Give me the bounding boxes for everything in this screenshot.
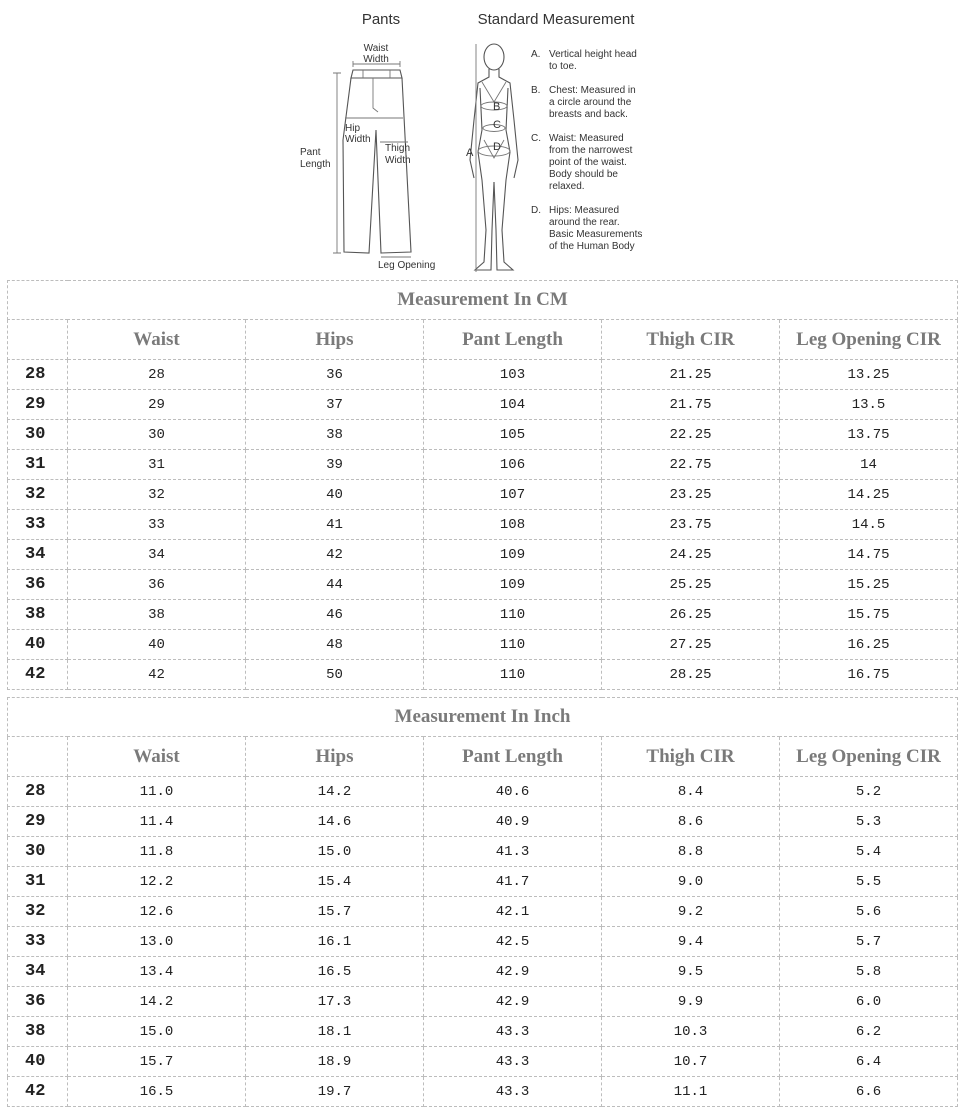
measurement-value: 16.5: [68, 1077, 246, 1107]
waist-width-label-1: Waist: [363, 43, 389, 54]
measurement-value: 5.4: [780, 837, 958, 867]
measurement-value: 21.25: [602, 360, 780, 390]
note-d-line-3: Basic Measurements: [549, 229, 643, 240]
measurement-value: 14: [780, 450, 958, 480]
marker-a: A: [466, 147, 474, 159]
measurement-value: 40: [68, 630, 246, 660]
table-row: [8, 1047, 958, 1077]
thigh-width-label-1: Thigh: [385, 143, 411, 154]
size-label: 38: [8, 1017, 68, 1047]
note-a-letter: A.: [531, 49, 541, 60]
measurement-value: 108: [424, 510, 602, 540]
table-row: [8, 450, 958, 480]
measurement-value: 103: [424, 360, 602, 390]
measurement-value: 26.25: [602, 600, 780, 630]
header-corner: [8, 737, 68, 777]
measurement-value: 42.9: [424, 987, 602, 1017]
measurement-value: 11.8: [68, 837, 246, 867]
note-b-letter: B.: [531, 85, 541, 96]
measurement-value: 14.5: [780, 510, 958, 540]
body-figure: [470, 44, 518, 272]
leg-opening-label: Leg Opening: [378, 260, 436, 271]
size-label: 29: [8, 390, 68, 420]
standard-measurement-heading: Standard Measurement: [477, 11, 635, 28]
measurement-value: 25.25: [602, 570, 780, 600]
size-label: 40: [8, 1047, 68, 1077]
note-c-line-5: relaxed.: [549, 181, 585, 192]
table-row: [8, 360, 958, 390]
measurement-value: 40.9: [424, 807, 602, 837]
measurement-value: 14.2: [68, 987, 246, 1017]
thigh-width-label-2: Width: [385, 155, 411, 166]
size-label: 33: [8, 510, 68, 540]
measurement-value: 23.75: [602, 510, 780, 540]
measurement-value: 38: [246, 420, 424, 450]
measurement-value: 8.8: [602, 837, 780, 867]
measurement-value: 5.5: [780, 867, 958, 897]
size-label: 42: [8, 660, 68, 690]
note-b-line-2: a circle around the: [549, 97, 632, 108]
pant-length-label-1: Pant: [300, 147, 321, 158]
measurement-value: 9.5: [602, 957, 780, 987]
size-label: 32: [8, 897, 68, 927]
size-label: 31: [8, 450, 68, 480]
measurement-value: 104: [424, 390, 602, 420]
measurement-value: 6.0: [780, 987, 958, 1017]
measurement-notes: [531, 49, 642, 252]
measurement-value: 44: [246, 570, 424, 600]
measurement-value: 107: [424, 480, 602, 510]
note-d-line-2: around the rear.: [549, 217, 620, 228]
measurement-value: 13.5: [780, 390, 958, 420]
measurement-value: 15.75: [780, 600, 958, 630]
hip-width-label-1: Hip: [345, 123, 361, 134]
measurement-value: 9.2: [602, 897, 780, 927]
column-header: Hips: [246, 320, 424, 360]
measurement-value: 6.6: [780, 1077, 958, 1107]
measurement-value: 106: [424, 450, 602, 480]
measurement-value: 9.0: [602, 867, 780, 897]
size-label: 33: [8, 927, 68, 957]
size-label: 31: [8, 867, 68, 897]
table-row: [8, 600, 958, 630]
measurement-value: 23.25: [602, 480, 780, 510]
measurement-value: 5.8: [780, 957, 958, 987]
measurement-value: 16.5: [246, 957, 424, 987]
table-row: [8, 987, 958, 1017]
measurement-value: 28.25: [602, 660, 780, 690]
measurement-value: 40.6: [424, 777, 602, 807]
header-corner: [8, 320, 68, 360]
table-row: [8, 570, 958, 600]
measurement-value: 16.1: [246, 927, 424, 957]
measurement-value: 14.25: [780, 480, 958, 510]
column-header: Waist: [68, 320, 246, 360]
measurement-value: 41.3: [424, 837, 602, 867]
pant-length-label-2: Length: [300, 159, 331, 170]
table-row: [8, 510, 958, 540]
measurement-value: 105: [424, 420, 602, 450]
measurement-value: 8.4: [602, 777, 780, 807]
measurement-value: 13.25: [780, 360, 958, 390]
marker-d: D: [493, 141, 501, 153]
measurement-value: 48: [246, 630, 424, 660]
table-row: [8, 660, 958, 690]
measurement-value: 5.3: [780, 807, 958, 837]
note-c-line-2: from the narrowest: [549, 145, 633, 156]
size-label: 34: [8, 540, 68, 570]
measurement-value: 6.2: [780, 1017, 958, 1047]
measurement-value: 29: [68, 390, 246, 420]
measurement-value: 41.7: [424, 867, 602, 897]
column-header: Pant Length: [424, 737, 602, 777]
measurement-value: 18.9: [246, 1047, 424, 1077]
measurement-value: 43.3: [424, 1047, 602, 1077]
measurement-value: 36: [246, 360, 424, 390]
measurement-value: 22.75: [602, 450, 780, 480]
measurement-value: 15.7: [246, 897, 424, 927]
table-row: [8, 1077, 958, 1107]
measurement-value: 16.25: [780, 630, 958, 660]
measurement-value: 5.2: [780, 777, 958, 807]
table-row: [8, 480, 958, 510]
column-header: Thigh CIR: [602, 320, 780, 360]
measurement-value: 15.4: [246, 867, 424, 897]
size-label: 34: [8, 957, 68, 987]
size-label: 40: [8, 630, 68, 660]
note-d-letter: D.: [531, 205, 541, 216]
note-a-line-2: to toe.: [549, 61, 577, 72]
measurement-value: 11.0: [68, 777, 246, 807]
note-c-letter: C.: [531, 133, 541, 144]
measurement-value: 39: [246, 450, 424, 480]
measurement-value: 110: [424, 630, 602, 660]
measurement-value: 15.0: [68, 1017, 246, 1047]
column-header: Pant Length: [424, 320, 602, 360]
measurement-value: 14.6: [246, 807, 424, 837]
note-d-line-4: of the Human Body: [549, 241, 635, 252]
inch-measurement-table: [7, 697, 958, 1107]
marker-b: B: [493, 101, 501, 113]
measurement-value: 43.3: [424, 1017, 602, 1047]
measurement-value: 33: [68, 510, 246, 540]
measurement-value: 43.3: [424, 1077, 602, 1107]
column-header: Waist: [68, 737, 246, 777]
measurement-value: 10.7: [602, 1047, 780, 1077]
cm-measurement-table: [7, 280, 958, 690]
measurement-illustration: [0, 0, 962, 280]
measurement-value: 15.0: [246, 837, 424, 867]
table-row: [8, 390, 958, 420]
hip-width-label-2: Width: [345, 134, 371, 145]
measurement-value: 34: [68, 540, 246, 570]
note-c-line-4: Body should be: [549, 169, 618, 180]
size-label: 42: [8, 1077, 68, 1107]
measurement-value: 38: [68, 600, 246, 630]
table-row: [8, 630, 958, 660]
table-title: Measurement In Inch: [8, 698, 958, 737]
measurement-value: 40: [246, 480, 424, 510]
column-header: Hips: [246, 737, 424, 777]
measurement-value: 13.4: [68, 957, 246, 987]
table-row: [8, 807, 958, 837]
measurement-value: 42.5: [424, 927, 602, 957]
measurement-value: 13.0: [68, 927, 246, 957]
table-row: [8, 957, 958, 987]
measurement-value: 14.75: [780, 540, 958, 570]
marker-c: C: [493, 119, 501, 131]
measurement-value: 15.7: [68, 1047, 246, 1077]
measurement-value: 10.3: [602, 1017, 780, 1047]
header-row: [8, 737, 958, 777]
measurement-value: 24.25: [602, 540, 780, 570]
column-header: Leg Opening CIR: [780, 737, 958, 777]
note-b-line-3: breasts and back.: [549, 109, 628, 120]
measurement-value: 12.2: [68, 867, 246, 897]
measurement-value: 37: [246, 390, 424, 420]
size-label: 28: [8, 360, 68, 390]
measurement-value: 11.4: [68, 807, 246, 837]
measurement-value: 5.7: [780, 927, 958, 957]
size-label: 30: [8, 837, 68, 867]
note-c-line-1: Waist: Measured: [549, 133, 624, 144]
measurement-value: 18.1: [246, 1017, 424, 1047]
note-c-line-3: point of the waist.: [549, 157, 627, 168]
measurement-value: 27.25: [602, 630, 780, 660]
measurement-value: 50: [246, 660, 424, 690]
size-label: 38: [8, 600, 68, 630]
measurement-value: 42: [68, 660, 246, 690]
table-row: [8, 897, 958, 927]
table-title: Measurement In CM: [8, 281, 958, 320]
measurement-value: 31: [68, 450, 246, 480]
size-label: 30: [8, 420, 68, 450]
table-row: [8, 1017, 958, 1047]
table-row: [8, 420, 958, 450]
measurement-value: 6.4: [780, 1047, 958, 1077]
measurement-value: 13.75: [780, 420, 958, 450]
measurement-value: 41: [246, 510, 424, 540]
size-label: 29: [8, 807, 68, 837]
measurement-value: 109: [424, 570, 602, 600]
measurement-value: 21.75: [602, 390, 780, 420]
measurement-value: 42.1: [424, 897, 602, 927]
measurement-value: 110: [424, 660, 602, 690]
measurement-value: 36: [68, 570, 246, 600]
column-header: Thigh CIR: [602, 737, 780, 777]
measurement-value: 46: [246, 600, 424, 630]
table-row: [8, 837, 958, 867]
measurement-value: 15.25: [780, 570, 958, 600]
note-d-line-1: Hips: Measured: [549, 205, 620, 216]
column-header: Leg Opening CIR: [780, 320, 958, 360]
measurement-value: 110: [424, 600, 602, 630]
measurement-value: 8.6: [602, 807, 780, 837]
size-label: 36: [8, 570, 68, 600]
table-row: [8, 927, 958, 957]
table-row: [8, 867, 958, 897]
header-row: [8, 320, 958, 360]
table-row: [8, 777, 958, 807]
note-b-line-1: Chest: Measured in: [549, 85, 636, 96]
measurement-value: 32: [68, 480, 246, 510]
measurement-value: 19.7: [246, 1077, 424, 1107]
measurement-value: 109: [424, 540, 602, 570]
waist-width-label-2: Width: [363, 54, 389, 65]
size-label: 32: [8, 480, 68, 510]
pants-heading: Pants: [361, 11, 401, 28]
measurement-value: 5.6: [780, 897, 958, 927]
measurement-value: 9.4: [602, 927, 780, 957]
measurement-value: 42: [246, 540, 424, 570]
measurement-value: 22.25: [602, 420, 780, 450]
measurement-value: 30: [68, 420, 246, 450]
measurement-value: 12.6: [68, 897, 246, 927]
table-row: [8, 540, 958, 570]
measurement-value: 28: [68, 360, 246, 390]
note-a-line-1: Vertical height head: [549, 49, 637, 60]
measurement-value: 42.9: [424, 957, 602, 987]
size-label: 28: [8, 777, 68, 807]
size-label: 36: [8, 987, 68, 1017]
measurement-value: 9.9: [602, 987, 780, 1017]
measurement-value: 16.75: [780, 660, 958, 690]
measurement-value: 14.2: [246, 777, 424, 807]
measurement-value: 11.1: [602, 1077, 780, 1107]
measurement-value: 17.3: [246, 987, 424, 1017]
